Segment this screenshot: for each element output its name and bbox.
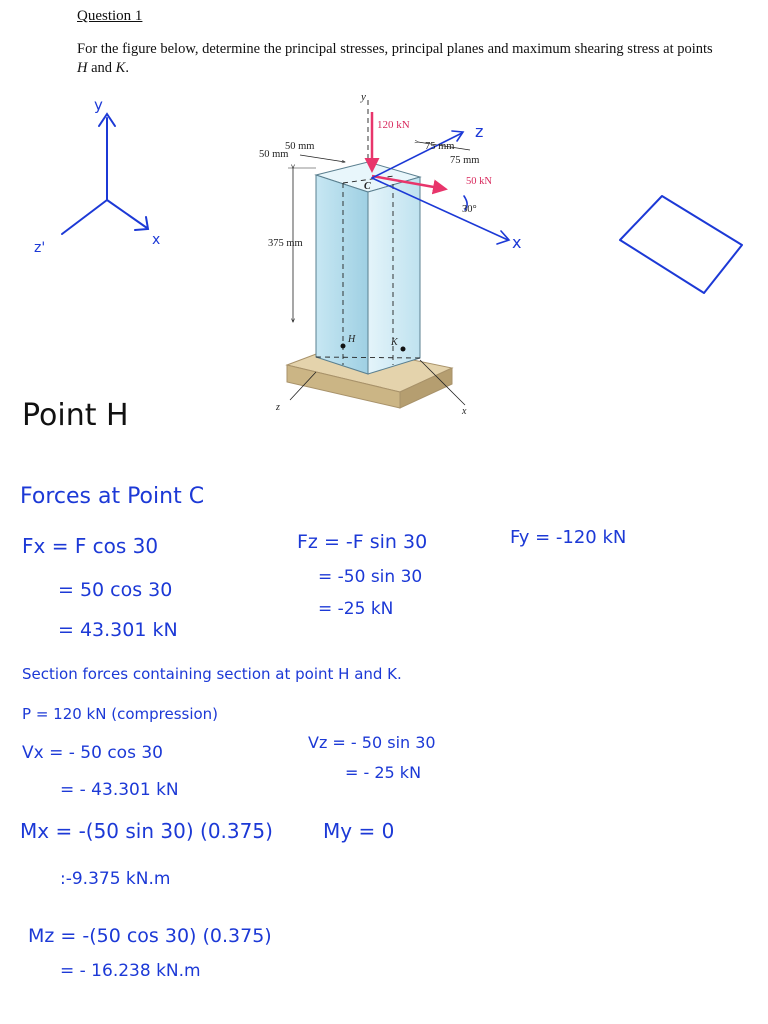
hw-label-z: z — [475, 122, 484, 141]
fx-line-3: = 43.301 kN — [58, 619, 178, 641]
sketch-label-x: x — [152, 232, 161, 248]
z-axis-handdrawn — [372, 133, 462, 178]
fig-label-120kn: 120 kN — [377, 119, 410, 131]
question-text-part: and — [87, 60, 116, 76]
dim-50-line — [300, 155, 345, 162]
vz-line-2: = - 25 kN — [345, 763, 422, 782]
mz-line-2: = - 16.238 kN.m — [60, 961, 201, 981]
section-heading: Section forces containing section at point H and K. — [22, 665, 402, 683]
fx-line-2: = 50 cos 30 — [58, 579, 173, 601]
vz-line-1: Vz = - 50 sin 30 — [308, 733, 436, 752]
fig-label-h: H — [348, 334, 356, 345]
point-k-dot — [401, 347, 406, 352]
mz-line-1: Mz = -(50 cos 30) (0.375) — [28, 925, 272, 947]
sketch-label-z: z' — [34, 240, 46, 256]
fx-line-1: Fx = F cos 30 — [22, 534, 159, 558]
sketch-label-y: y — [94, 96, 103, 114]
mx-line-1: Mx = -(50 sin 30) (0.375) — [20, 819, 273, 843]
fig-label-k: K — [391, 337, 398, 348]
p-line: P = 120 kN (compression) — [22, 705, 219, 723]
fig-label-x: x — [462, 406, 467, 417]
mx-line-2: :-9.375 kN.m — [60, 869, 171, 889]
question-point-k: K — [115, 60, 126, 76]
x-axis-line — [107, 200, 147, 228]
fig-label-75mm-a: 75 mm — [425, 141, 455, 152]
vx-line-2: = - 43.301 kN — [60, 780, 179, 800]
question-text-part: . — [125, 60, 129, 76]
point-h-dot — [341, 344, 346, 349]
z-axis-line — [62, 200, 107, 234]
fig-label-30deg: 30° — [462, 204, 477, 215]
hw-label-x: x — [512, 233, 522, 252]
point-h-heading: Point H — [22, 398, 129, 433]
fig-label-z: z — [276, 402, 280, 413]
axes-sketch — [62, 114, 148, 234]
fy-line: Fy = -120 kN — [510, 527, 627, 548]
question-point-h: H — [77, 60, 88, 76]
fz-line-3: = -25 kN — [318, 599, 394, 619]
fig-label-50mm-b: 50 mm — [259, 149, 289, 160]
fig-label-75mm-b: 75 mm — [450, 155, 480, 166]
element-square-sketch — [620, 196, 742, 293]
fz-line-2: = -50 sin 30 — [318, 567, 423, 587]
question-title: Question 1 — [77, 8, 143, 24]
column-figure — [287, 100, 509, 408]
vx-line-1: Vx = - 50 cos 30 — [22, 743, 163, 763]
fig-label-c: C — [364, 181, 371, 192]
fig-label-375mm: 375 mm — [268, 238, 303, 249]
my-line: My = 0 — [323, 819, 395, 843]
fig-label-50mm-a: 50 mm — [285, 141, 315, 152]
fig-label-50kn: 50 kN — [466, 176, 492, 187]
fig-label-y: y — [361, 91, 366, 103]
forces-heading: Forces at Point C — [20, 484, 205, 509]
question-text-part: For the figure below, determine the principal stresses, principal planes and maximum shearing stress at points — [77, 41, 713, 57]
fz-line-1: Fz = -F sin 30 — [297, 531, 428, 553]
